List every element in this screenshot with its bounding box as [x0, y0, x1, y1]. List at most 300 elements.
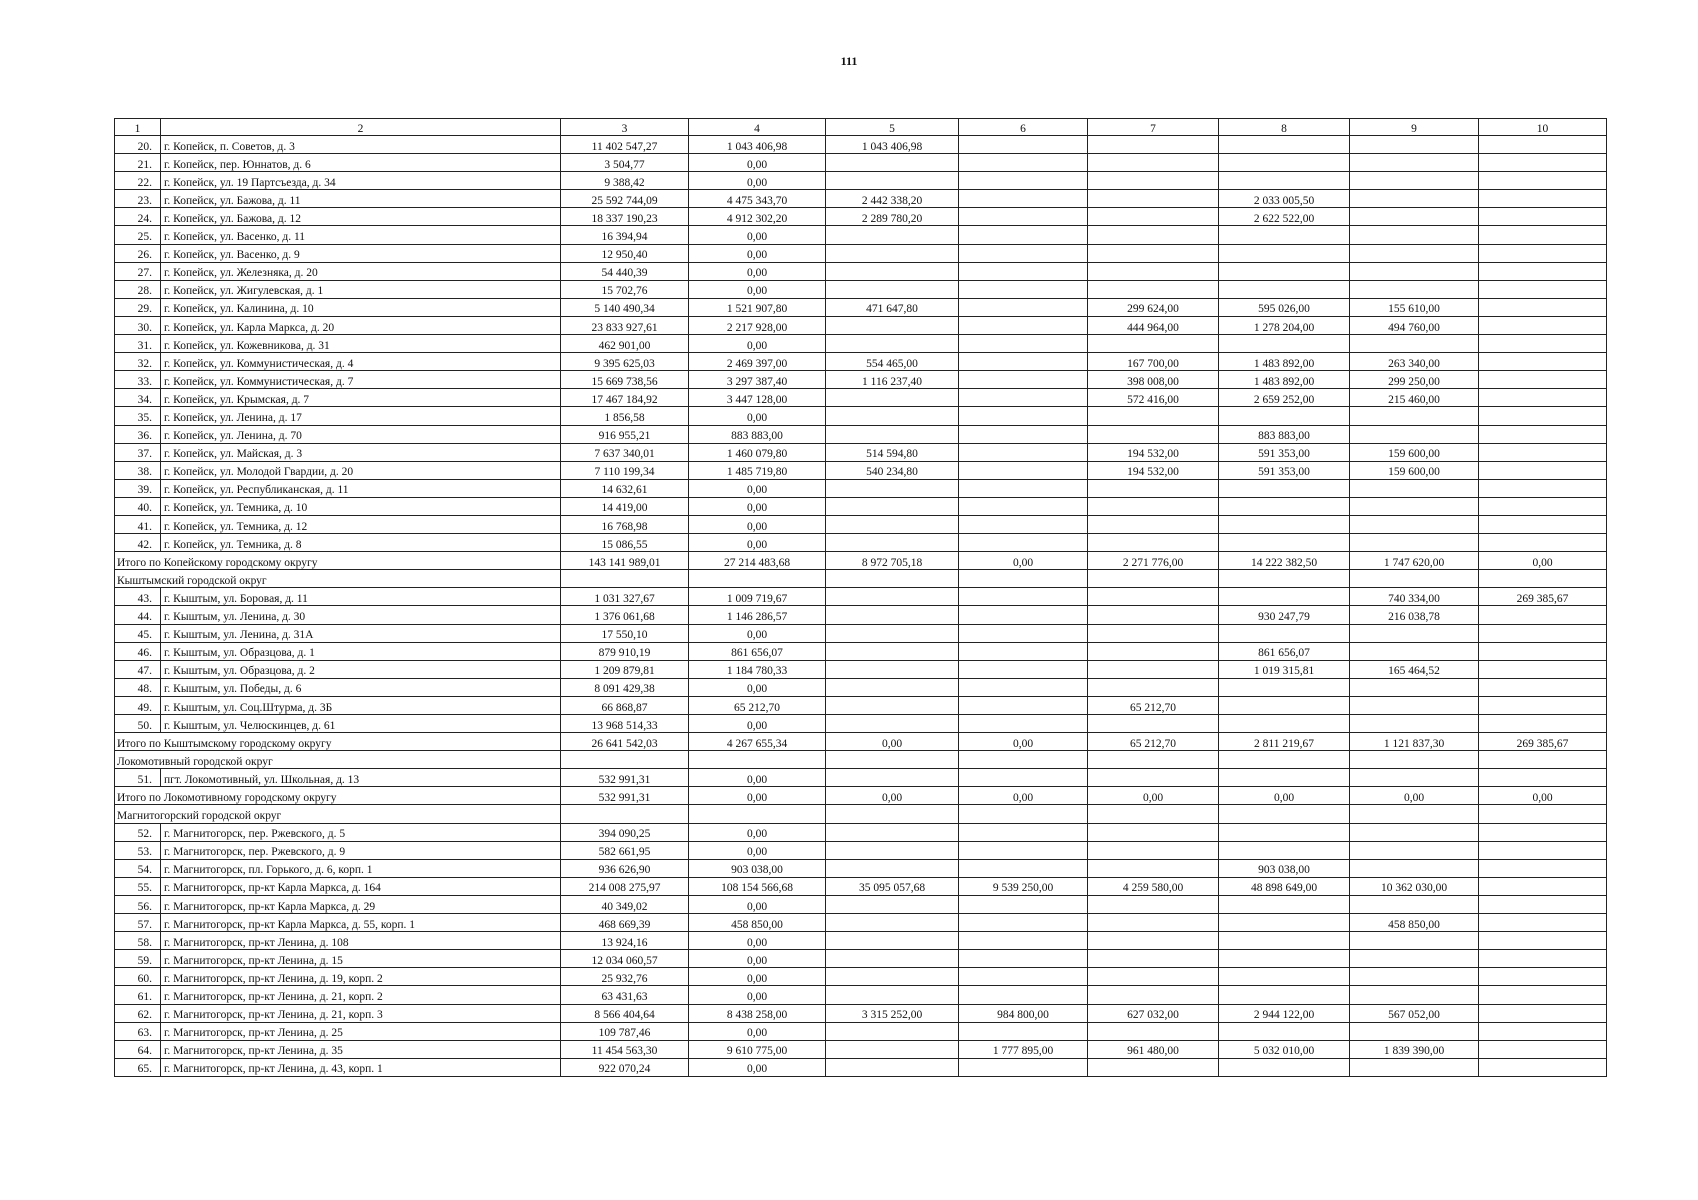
table-row: [115, 353, 1607, 371]
value-cell: 159 600,00: [1350, 443, 1479, 461]
value-cell: 0,00: [689, 841, 826, 859]
value-cell: [1350, 407, 1479, 425]
value-cell: [1088, 208, 1219, 226]
table-row: [115, 208, 1607, 226]
value-cell: 883 883,00: [1219, 425, 1350, 443]
empty-cell: [561, 751, 689, 769]
value-cell: [959, 190, 1088, 208]
value-cell: 12 034 060,57: [561, 950, 689, 968]
value-cell: [826, 932, 959, 950]
table-row: [115, 280, 1607, 298]
address-cell: г. Магнитогорск, пр-кт Ленина, д. 19, корп. 2: [161, 968, 561, 986]
value-cell: 25 932,76: [561, 968, 689, 986]
value-cell: [1219, 154, 1350, 172]
value-cell: [826, 914, 959, 932]
value-cell: [959, 841, 1088, 859]
value-cell: [1088, 407, 1219, 425]
value-cell: 14 632,61: [561, 479, 689, 497]
page-number: 111: [840, 54, 858, 68]
value-cell: [1219, 932, 1350, 950]
row-number: 28.: [115, 280, 161, 298]
row-number: 62.: [115, 1004, 161, 1022]
table-row: [115, 298, 1607, 316]
address-cell: г. Кыштым, ул. Образцова, д. 1: [161, 642, 561, 660]
value-cell: 0,00: [689, 895, 826, 913]
value-cell: [826, 425, 959, 443]
value-cell: [1219, 515, 1350, 533]
value-cell: 9 539 250,00: [959, 877, 1088, 895]
value-cell: [826, 262, 959, 280]
total-label: Итого по Локомотивному городскому округу: [115, 787, 561, 805]
value-cell: [1088, 190, 1219, 208]
value-cell: [959, 208, 1088, 226]
value-cell: [1350, 154, 1479, 172]
value-cell: [1350, 841, 1479, 859]
address-cell: г. Кыштым, ул. Ленина, д. 30: [161, 606, 561, 624]
value-cell: 1 376 061,68: [561, 606, 689, 624]
value-cell: 627 032,00: [1088, 1004, 1219, 1022]
table-row: [115, 534, 1607, 552]
table-row: [115, 914, 1607, 932]
row-number: 56.: [115, 895, 161, 913]
value-cell: [1219, 895, 1350, 913]
value-cell: [1350, 172, 1479, 190]
value-cell: [1479, 335, 1607, 353]
value-cell: [1479, 895, 1607, 913]
value-cell: [1479, 660, 1607, 678]
row-number: 22.: [115, 172, 161, 190]
address-cell: г. Копейск, ул. Республиканская, д. 11: [161, 479, 561, 497]
table-row: [115, 244, 1607, 262]
value-cell: [1350, 262, 1479, 280]
empty-cell: [689, 751, 826, 769]
empty-cell: [1088, 570, 1219, 588]
value-cell: [1350, 208, 1479, 226]
value-cell: 194 532,00: [1088, 443, 1219, 461]
header-row: [115, 119, 1607, 136]
empty-cell: [1219, 570, 1350, 588]
value-cell: 591 353,00: [1219, 443, 1350, 461]
value-cell: [1219, 986, 1350, 1004]
value-cell: 48 898 649,00: [1219, 877, 1350, 895]
value-cell: [1350, 425, 1479, 443]
value-cell: [1350, 515, 1479, 533]
value-cell: 471 647,80: [826, 298, 959, 316]
value-cell: [959, 298, 1088, 316]
value-cell: 494 760,00: [1350, 316, 1479, 334]
empty-cell: [561, 570, 689, 588]
value-cell: 5 032 010,00: [1219, 1040, 1350, 1058]
address-cell: г. Копейск, ул. Васенко, д. 11: [161, 226, 561, 244]
value-cell: 0,00: [689, 986, 826, 1004]
table-row: [115, 226, 1607, 244]
address-cell: пгт. Локомотивный, ул. Школьная, д. 13: [161, 769, 561, 787]
empty-cell: [826, 570, 959, 588]
total-label: Итого по Копейскому городскому округу: [115, 552, 561, 570]
value-cell: 0,00: [689, 823, 826, 841]
value-cell: [1088, 624, 1219, 642]
address-cell: г. Магнитогорск, пр-кт Ленина, д. 108: [161, 932, 561, 950]
table-row: [115, 172, 1607, 190]
value-cell: [1219, 588, 1350, 606]
table-row: [115, 1058, 1607, 1076]
address-cell: г. Магнитогорск, пр-кт Ленина, д. 35: [161, 1040, 561, 1058]
value-cell: [826, 515, 959, 533]
value-cell: [959, 660, 1088, 678]
value-cell: 0,00: [689, 407, 826, 425]
value-cell: 3 504,77: [561, 154, 689, 172]
value-cell: [1479, 769, 1607, 787]
address-cell: г. Магнитогорск, пр-кт Ленина, д. 21, корп. 2: [161, 986, 561, 1004]
total-value-cell: 8 972 705,18: [826, 552, 959, 570]
value-cell: [959, 136, 1088, 154]
value-cell: [1479, 262, 1607, 280]
value-cell: [959, 1022, 1088, 1040]
value-cell: 11 402 547,27: [561, 136, 689, 154]
table-row: [115, 407, 1607, 425]
value-cell: [959, 154, 1088, 172]
value-cell: 17 467 184,92: [561, 389, 689, 407]
value-cell: 263 340,00: [1350, 353, 1479, 371]
value-cell: [959, 244, 1088, 262]
row-number: 54.: [115, 859, 161, 877]
value-cell: [1219, 226, 1350, 244]
total-value-cell: 0,00: [1479, 552, 1607, 570]
empty-cell: [1479, 805, 1607, 823]
value-cell: [959, 895, 1088, 913]
value-cell: [1350, 534, 1479, 552]
value-cell: [959, 986, 1088, 1004]
value-cell: [826, 950, 959, 968]
value-cell: [959, 642, 1088, 660]
address-cell: г. Магнитогорск, пр-кт Карла Маркса, д. 29: [161, 895, 561, 913]
address-cell: г. Магнитогорск, пр-кт Ленина, д. 21, корп. 3: [161, 1004, 561, 1022]
value-cell: [1479, 1004, 1607, 1022]
value-cell: 961 480,00: [1088, 1040, 1219, 1058]
value-cell: 15 702,76: [561, 280, 689, 298]
value-cell: [1350, 968, 1479, 986]
value-cell: [1479, 497, 1607, 515]
section-row: [115, 805, 1607, 823]
value-cell: 7 637 340,01: [561, 443, 689, 461]
address-cell: г. Копейск, ул. Васенко, д. 9: [161, 244, 561, 262]
total-value-cell: 0,00: [826, 787, 959, 805]
total-value-cell: 0,00: [1219, 787, 1350, 805]
table-row: [115, 968, 1607, 986]
value-cell: 2 659 252,00: [1219, 389, 1350, 407]
value-cell: 0,00: [689, 715, 826, 733]
value-cell: [959, 371, 1088, 389]
value-cell: 3 297 387,40: [689, 371, 826, 389]
value-cell: [1479, 715, 1607, 733]
value-cell: [959, 715, 1088, 733]
table-row: [115, 461, 1607, 479]
row-number: 34.: [115, 389, 161, 407]
value-cell: [1088, 497, 1219, 515]
address-cell: г. Копейск, ул. Коммунистическая, д. 7: [161, 371, 561, 389]
row-number: 43.: [115, 588, 161, 606]
value-cell: 0,00: [689, 244, 826, 262]
value-cell: 8 438 258,00: [689, 1004, 826, 1022]
value-cell: [1350, 642, 1479, 660]
table-row: [115, 660, 1607, 678]
value-cell: [1350, 479, 1479, 497]
value-cell: 215 460,00: [1350, 389, 1479, 407]
row-number: 26.: [115, 244, 161, 262]
value-cell: [1479, 859, 1607, 877]
value-cell: 5 140 490,34: [561, 298, 689, 316]
value-cell: [1350, 859, 1479, 877]
value-cell: 109 787,46: [561, 1022, 689, 1040]
table-row: [115, 678, 1607, 696]
value-cell: [1088, 479, 1219, 497]
value-cell: [1350, 226, 1479, 244]
value-cell: 9 610 775,00: [689, 1040, 826, 1058]
value-cell: 740 334,00: [1350, 588, 1479, 606]
value-cell: [826, 335, 959, 353]
value-cell: [1350, 280, 1479, 298]
total-value-cell: 26 641 542,03: [561, 733, 689, 751]
header-cell: 10: [1479, 119, 1607, 136]
value-cell: 444 964,00: [1088, 316, 1219, 334]
value-cell: [1479, 226, 1607, 244]
table-row: [115, 950, 1607, 968]
value-cell: [1219, 280, 1350, 298]
value-cell: 2 622 522,00: [1219, 208, 1350, 226]
address-cell: г. Копейск, ул. Темника, д. 8: [161, 534, 561, 552]
value-cell: [959, 172, 1088, 190]
total-value-cell: 0,00: [1088, 787, 1219, 805]
value-cell: 155 610,00: [1350, 298, 1479, 316]
value-cell: 1 019 315,81: [1219, 660, 1350, 678]
value-cell: [959, 1058, 1088, 1076]
value-cell: 0,00: [689, 932, 826, 950]
value-cell: [1479, 877, 1607, 895]
address-cell: г. Копейск, ул. Коммунистическая, д. 4: [161, 353, 561, 371]
table-row: [115, 479, 1607, 497]
table-row: [115, 1040, 1607, 1058]
empty-cell: [561, 805, 689, 823]
value-cell: [959, 316, 1088, 334]
table-row: [115, 932, 1607, 950]
value-cell: [959, 335, 1088, 353]
value-cell: 1 043 406,98: [689, 136, 826, 154]
address-cell: г. Магнитогорск, пл. Горького, д. 6, корп. 1: [161, 859, 561, 877]
value-cell: [1350, 986, 1479, 1004]
value-cell: 11 454 563,30: [561, 1040, 689, 1058]
row-number: 47.: [115, 660, 161, 678]
value-cell: 1 485 719,80: [689, 461, 826, 479]
value-cell: [1350, 1022, 1479, 1040]
value-cell: 216 038,78: [1350, 606, 1479, 624]
value-cell: 10 362 030,00: [1350, 877, 1479, 895]
row-number: 55.: [115, 877, 161, 895]
row-number: 27.: [115, 262, 161, 280]
value-cell: [1350, 497, 1479, 515]
empty-cell: [959, 570, 1088, 588]
value-cell: 299 250,00: [1350, 371, 1479, 389]
value-cell: 16 394,94: [561, 226, 689, 244]
row-number: 36.: [115, 425, 161, 443]
value-cell: [1088, 769, 1219, 787]
value-cell: [959, 479, 1088, 497]
value-cell: 458 850,00: [689, 914, 826, 932]
value-cell: [1479, 950, 1607, 968]
row-number: 46.: [115, 642, 161, 660]
table-row: [115, 624, 1607, 642]
header-cell: 5: [826, 119, 959, 136]
value-cell: 194 532,00: [1088, 461, 1219, 479]
row-number: 50.: [115, 715, 161, 733]
value-cell: [959, 606, 1088, 624]
value-cell: [959, 425, 1088, 443]
value-cell: [826, 859, 959, 877]
address-cell: г. Копейск, ул. Темника, д. 10: [161, 497, 561, 515]
row-number: 48.: [115, 678, 161, 696]
value-cell: [959, 914, 1088, 932]
address-cell: г. Копейск, ул. Бажова, д. 12: [161, 208, 561, 226]
value-cell: [1088, 588, 1219, 606]
value-cell: [959, 823, 1088, 841]
value-cell: 65 212,70: [689, 696, 826, 714]
address-cell: г. Магнитогорск, пер. Ржевского, д. 9: [161, 841, 561, 859]
address-cell: г. Магнитогорск, пр-кт Карла Маркса, д. 164: [161, 877, 561, 895]
total-value-cell: 0,00: [826, 733, 959, 751]
value-cell: [1219, 534, 1350, 552]
value-cell: 63 431,63: [561, 986, 689, 1004]
value-cell: [1219, 1058, 1350, 1076]
value-cell: 922 070,24: [561, 1058, 689, 1076]
table-row: [115, 841, 1607, 859]
total-value-cell: 0,00: [1350, 787, 1479, 805]
value-cell: 1 460 079,80: [689, 443, 826, 461]
value-cell: [1219, 1022, 1350, 1040]
value-cell: [959, 950, 1088, 968]
value-cell: 66 868,87: [561, 696, 689, 714]
header-cell: 2: [161, 119, 561, 136]
value-cell: [959, 588, 1088, 606]
row-number: 40.: [115, 497, 161, 515]
row-number: 59.: [115, 950, 161, 968]
value-cell: 1 116 237,40: [826, 371, 959, 389]
row-number: 53.: [115, 841, 161, 859]
empty-cell: [959, 751, 1088, 769]
address-cell: г. Копейск, пер. Юннатов, д. 6: [161, 154, 561, 172]
table-row: [115, 190, 1607, 208]
value-cell: [959, 407, 1088, 425]
value-cell: [1219, 914, 1350, 932]
value-cell: [1479, 371, 1607, 389]
table-row: [115, 859, 1607, 877]
address-cell: г. Кыштым, ул. Победы, д. 6: [161, 678, 561, 696]
value-cell: 299 624,00: [1088, 298, 1219, 316]
value-cell: [826, 534, 959, 552]
value-cell: [1479, 136, 1607, 154]
value-cell: 903 038,00: [689, 859, 826, 877]
value-cell: [826, 497, 959, 515]
row-number: 23.: [115, 190, 161, 208]
value-cell: 165 464,52: [1350, 660, 1479, 678]
row-number: 32.: [115, 353, 161, 371]
total-value-cell: 2 271 776,00: [1088, 552, 1219, 570]
value-cell: 883 883,00: [689, 425, 826, 443]
value-cell: 4 475 343,70: [689, 190, 826, 208]
value-cell: [826, 841, 959, 859]
header-cell: 3: [561, 119, 689, 136]
value-cell: 1 009 719,67: [689, 588, 826, 606]
value-cell: [826, 895, 959, 913]
value-cell: [1088, 262, 1219, 280]
value-cell: 0,00: [689, 262, 826, 280]
value-cell: [826, 823, 959, 841]
value-cell: [1350, 932, 1479, 950]
value-cell: [959, 280, 1088, 298]
value-cell: [959, 968, 1088, 986]
value-cell: [1350, 895, 1479, 913]
value-cell: 1 777 895,00: [959, 1040, 1088, 1058]
value-cell: [1088, 642, 1219, 660]
header-cell: 1: [115, 119, 161, 136]
value-cell: [1088, 895, 1219, 913]
value-cell: 532 991,31: [561, 769, 689, 787]
value-cell: 0,00: [689, 534, 826, 552]
value-cell: [1219, 715, 1350, 733]
data-table: [114, 118, 1607, 1077]
value-cell: 468 669,39: [561, 914, 689, 932]
value-cell: 0,00: [689, 515, 826, 533]
value-cell: [959, 497, 1088, 515]
empty-cell: [826, 805, 959, 823]
value-cell: [1479, 606, 1607, 624]
table-row: [115, 497, 1607, 515]
section-row: [115, 751, 1607, 769]
value-cell: [1088, 1058, 1219, 1076]
table-row: [115, 515, 1607, 533]
value-cell: [1479, 479, 1607, 497]
total-value-cell: 1 747 620,00: [1350, 552, 1479, 570]
value-cell: [1479, 190, 1607, 208]
row-number: 51.: [115, 769, 161, 787]
value-cell: 12 950,40: [561, 244, 689, 262]
value-cell: 65 212,70: [1088, 696, 1219, 714]
value-cell: [1479, 389, 1607, 407]
value-cell: [826, 280, 959, 298]
table-row: [115, 154, 1607, 172]
value-cell: [1088, 841, 1219, 859]
empty-cell: [1350, 570, 1479, 588]
value-cell: [959, 389, 1088, 407]
value-cell: [1479, 154, 1607, 172]
value-cell: [1350, 335, 1479, 353]
value-cell: [1219, 968, 1350, 986]
value-cell: [1350, 1058, 1479, 1076]
value-cell: [826, 968, 959, 986]
value-cell: [1219, 696, 1350, 714]
value-cell: [1479, 1022, 1607, 1040]
value-cell: [1219, 479, 1350, 497]
total-value-cell: 1 121 837,30: [1350, 733, 1479, 751]
row-number: 61.: [115, 986, 161, 1004]
total-row: [115, 733, 1607, 751]
value-cell: 16 768,98: [561, 515, 689, 533]
empty-cell: [1219, 805, 1350, 823]
table-row: [115, 443, 1607, 461]
value-cell: [1479, 244, 1607, 262]
address-cell: г. Копейск, ул. Карла Маркса, д. 20: [161, 316, 561, 334]
value-cell: [1219, 624, 1350, 642]
value-cell: 54 440,39: [561, 262, 689, 280]
address-cell: г. Кыштым, ул. Образцова, д. 2: [161, 660, 561, 678]
